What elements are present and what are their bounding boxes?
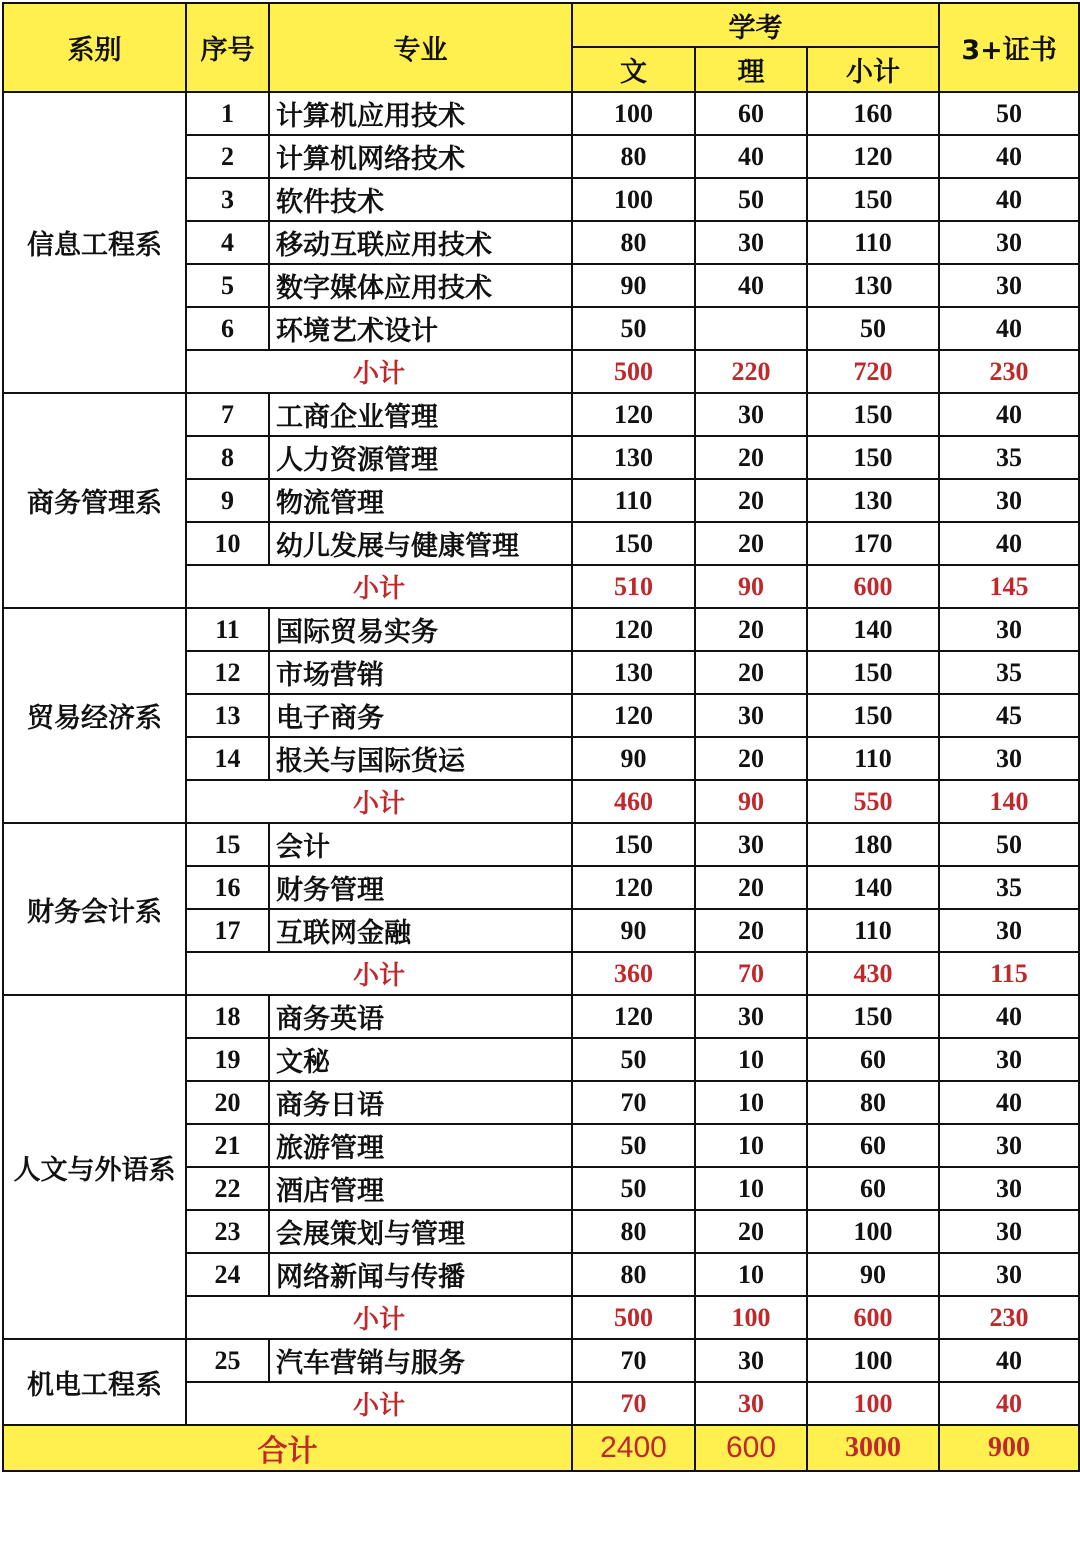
row-subtotal: 150 — [807, 393, 939, 436]
row-seq: 8 — [186, 436, 269, 479]
row-wen: 120 — [572, 608, 695, 651]
row-seq: 1 — [186, 92, 269, 135]
row-seq: 9 — [186, 479, 269, 522]
row-major: 市场营销 — [269, 651, 572, 694]
row-subtotal: 150 — [807, 694, 939, 737]
row-cert: 30 — [939, 221, 1079, 264]
row-seq: 11 — [186, 608, 269, 651]
subtotal-sub: 550 — [807, 780, 939, 823]
grand-total-label: 合计 — [3, 1425, 572, 1471]
row-li: 30 — [695, 1339, 807, 1382]
row-wen: 80 — [572, 1210, 695, 1253]
row-major: 人力资源管理 — [269, 436, 572, 479]
row-wen: 50 — [572, 1124, 695, 1167]
row-subtotal: 140 — [807, 866, 939, 909]
row-wen: 100 — [572, 178, 695, 221]
row-seq: 13 — [186, 694, 269, 737]
row-major: 文秘 — [269, 1038, 572, 1081]
table-row — [3, 823, 1079, 866]
row-li: 20 — [695, 436, 807, 479]
enrollment-table-container — [2, 2, 1078, 1472]
subtotal-li: 90 — [695, 780, 807, 823]
row-cert: 30 — [939, 1210, 1079, 1253]
row-seq: 3 — [186, 178, 269, 221]
department-name: 信息工程系 — [3, 92, 186, 393]
subtotal-label: 小计 — [186, 1296, 572, 1339]
row-wen: 50 — [572, 1167, 695, 1210]
subtotal-li: 220 — [695, 350, 807, 393]
row-li: 20 — [695, 737, 807, 780]
subtotal-wen: 360 — [572, 952, 695, 995]
row-li: 10 — [695, 1167, 807, 1210]
row-wen: 50 — [572, 1038, 695, 1081]
row-cert: 50 — [939, 823, 1079, 866]
row-major: 工商企业管理 — [269, 393, 572, 436]
row-cert: 40 — [939, 135, 1079, 178]
grand-total-sub: 3000 — [807, 1425, 939, 1471]
row-seq: 4 — [186, 221, 269, 264]
row-li: 10 — [695, 1253, 807, 1296]
row-cert: 30 — [939, 737, 1079, 780]
header-cert: 3+证书 — [939, 3, 1079, 92]
row-wen: 150 — [572, 823, 695, 866]
row-wen: 50 — [572, 307, 695, 350]
subtotal-li: 100 — [695, 1296, 807, 1339]
row-major: 软件技术 — [269, 178, 572, 221]
row-seq: 24 — [186, 1253, 269, 1296]
row-subtotal: 150 — [807, 651, 939, 694]
row-subtotal: 160 — [807, 92, 939, 135]
subtotal-label: 小计 — [186, 780, 572, 823]
table-row — [3, 92, 1079, 135]
row-major: 会计 — [269, 823, 572, 866]
row-cert: 35 — [939, 866, 1079, 909]
department-name: 人文与外语系 — [3, 995, 186, 1339]
row-subtotal: 110 — [807, 737, 939, 780]
row-wen: 120 — [572, 995, 695, 1038]
row-major: 报关与国际货运 — [269, 737, 572, 780]
row-cert: 35 — [939, 651, 1079, 694]
row-cert: 40 — [939, 995, 1079, 1038]
subtotal-label: 小计 — [186, 1382, 572, 1425]
grand-total-li: 600 — [695, 1425, 807, 1471]
row-major: 会展策划与管理 — [269, 1210, 572, 1253]
row-li: 40 — [695, 135, 807, 178]
row-subtotal: 50 — [807, 307, 939, 350]
row-li: 30 — [695, 221, 807, 264]
row-li: 30 — [695, 995, 807, 1038]
row-major: 网络新闻与传播 — [269, 1253, 572, 1296]
row-subtotal: 150 — [807, 178, 939, 221]
row-wen: 110 — [572, 479, 695, 522]
row-cert: 30 — [939, 479, 1079, 522]
subtotal-wen: 70 — [572, 1382, 695, 1425]
subtotal-cert: 230 — [939, 350, 1079, 393]
row-wen: 130 — [572, 651, 695, 694]
table-row — [3, 995, 1079, 1038]
row-wen: 70 — [572, 1081, 695, 1124]
row-li: 10 — [695, 1081, 807, 1124]
row-cert: 30 — [939, 1124, 1079, 1167]
row-subtotal: 60 — [807, 1167, 939, 1210]
row-cert: 45 — [939, 694, 1079, 737]
row-wen: 100 — [572, 92, 695, 135]
row-major: 旅游管理 — [269, 1124, 572, 1167]
subtotal-sub: 600 — [807, 565, 939, 608]
row-subtotal: 100 — [807, 1210, 939, 1253]
row-major: 物流管理 — [269, 479, 572, 522]
row-wen: 70 — [572, 1339, 695, 1382]
row-subtotal: 60 — [807, 1038, 939, 1081]
row-cert: 50 — [939, 92, 1079, 135]
header-dept: 系别 — [3, 3, 186, 92]
subtotal-sub: 600 — [807, 1296, 939, 1339]
row-subtotal: 90 — [807, 1253, 939, 1296]
row-wen: 80 — [572, 135, 695, 178]
row-li: 20 — [695, 651, 807, 694]
row-li: 30 — [695, 393, 807, 436]
row-cert: 30 — [939, 608, 1079, 651]
row-subtotal: 180 — [807, 823, 939, 866]
row-seq: 20 — [186, 1081, 269, 1124]
row-seq: 22 — [186, 1167, 269, 1210]
table-row — [3, 608, 1079, 651]
row-wen: 120 — [572, 393, 695, 436]
row-seq: 19 — [186, 1038, 269, 1081]
row-subtotal: 150 — [807, 995, 939, 1038]
row-subtotal: 100 — [807, 1339, 939, 1382]
subtotal-label: 小计 — [186, 350, 572, 393]
header-major: 专业 — [269, 3, 572, 92]
row-cert: 30 — [939, 1038, 1079, 1081]
row-subtotal: 140 — [807, 608, 939, 651]
row-li: 20 — [695, 608, 807, 651]
row-cert: 40 — [939, 307, 1079, 350]
row-subtotal: 130 — [807, 264, 939, 307]
row-li: 20 — [695, 522, 807, 565]
row-major: 商务英语 — [269, 995, 572, 1038]
row-wen: 90 — [572, 737, 695, 780]
row-wen: 80 — [572, 1253, 695, 1296]
row-major: 移动互联应用技术 — [269, 221, 572, 264]
row-major: 环境艺术设计 — [269, 307, 572, 350]
row-li: 10 — [695, 1038, 807, 1081]
row-seq: 12 — [186, 651, 269, 694]
row-major: 汽车营销与服务 — [269, 1339, 572, 1382]
subtotal-label: 小计 — [186, 952, 572, 995]
row-cert: 30 — [939, 1253, 1079, 1296]
row-cert: 30 — [939, 1167, 1079, 1210]
row-seq: 14 — [186, 737, 269, 780]
row-wen: 90 — [572, 909, 695, 952]
row-cert: 40 — [939, 178, 1079, 221]
subtotal-wen: 460 — [572, 780, 695, 823]
subtotal-wen: 500 — [572, 1296, 695, 1339]
row-subtotal: 130 — [807, 479, 939, 522]
subtotal-li: 70 — [695, 952, 807, 995]
row-seq: 21 — [186, 1124, 269, 1167]
row-major: 商务日语 — [269, 1081, 572, 1124]
row-seq: 10 — [186, 522, 269, 565]
row-major: 电子商务 — [269, 694, 572, 737]
subtotal-cert: 140 — [939, 780, 1079, 823]
grand-total-wen: 2400 — [572, 1425, 695, 1471]
row-major: 计算机网络技术 — [269, 135, 572, 178]
row-seq: 7 — [186, 393, 269, 436]
row-seq: 17 — [186, 909, 269, 952]
header-row-1 — [3, 3, 1079, 47]
row-subtotal: 170 — [807, 522, 939, 565]
header-li: 理 — [695, 47, 807, 92]
row-li: 50 — [695, 178, 807, 221]
row-cert: 30 — [939, 909, 1079, 952]
row-subtotal: 150 — [807, 436, 939, 479]
grand-total-cert: 900 — [939, 1425, 1079, 1471]
row-seq: 5 — [186, 264, 269, 307]
header-seq: 序号 — [186, 3, 269, 92]
table-row — [3, 393, 1079, 436]
row-wen: 130 — [572, 436, 695, 479]
row-li: 60 — [695, 92, 807, 135]
row-cert: 35 — [939, 436, 1079, 479]
row-li: 20 — [695, 479, 807, 522]
row-li: 30 — [695, 823, 807, 866]
row-li: 20 — [695, 1210, 807, 1253]
row-seq: 2 — [186, 135, 269, 178]
row-wen: 120 — [572, 694, 695, 737]
row-major: 幼儿发展与健康管理 — [269, 522, 572, 565]
subtotal-cert: 115 — [939, 952, 1079, 995]
subtotal-li: 30 — [695, 1382, 807, 1425]
row-cert: 30 — [939, 264, 1079, 307]
row-subtotal: 110 — [807, 909, 939, 952]
row-li: 20 — [695, 866, 807, 909]
subtotal-li: 90 — [695, 565, 807, 608]
row-major: 计算机应用技术 — [269, 92, 572, 135]
row-seq: 16 — [186, 866, 269, 909]
row-subtotal: 60 — [807, 1124, 939, 1167]
row-cert: 40 — [939, 1339, 1079, 1382]
subtotal-label: 小计 — [186, 565, 572, 608]
row-subtotal: 120 — [807, 135, 939, 178]
row-major: 财务管理 — [269, 866, 572, 909]
header-subtotal: 小计 — [807, 47, 939, 92]
grand-total-row — [3, 1425, 1079, 1471]
row-cert: 40 — [939, 522, 1079, 565]
subtotal-sub: 430 — [807, 952, 939, 995]
row-seq: 15 — [186, 823, 269, 866]
row-major: 国际贸易实务 — [269, 608, 572, 651]
row-li — [695, 307, 807, 350]
row-wen: 90 — [572, 264, 695, 307]
subtotal-sub: 100 — [807, 1382, 939, 1425]
department-name: 财务会计系 — [3, 823, 186, 995]
subtotal-wen: 510 — [572, 565, 695, 608]
table-body — [3, 92, 1079, 1425]
row-major: 数字媒体应用技术 — [269, 264, 572, 307]
row-cert: 40 — [939, 393, 1079, 436]
enrollment-plan-table — [2, 2, 1080, 1472]
department-name: 商务管理系 — [3, 393, 186, 608]
row-li: 10 — [695, 1124, 807, 1167]
subtotal-cert: 230 — [939, 1296, 1079, 1339]
header-exam-group: 学考 — [572, 3, 939, 47]
header-wen: 文 — [572, 47, 695, 92]
subtotal-cert: 145 — [939, 565, 1079, 608]
row-wen: 80 — [572, 221, 695, 264]
row-seq: 23 — [186, 1210, 269, 1253]
row-major: 酒店管理 — [269, 1167, 572, 1210]
row-major: 互联网金融 — [269, 909, 572, 952]
row-subtotal: 110 — [807, 221, 939, 264]
row-wen: 120 — [572, 866, 695, 909]
row-li: 40 — [695, 264, 807, 307]
row-wen: 150 — [572, 522, 695, 565]
subtotal-wen: 500 — [572, 350, 695, 393]
department-name: 贸易经济系 — [3, 608, 186, 823]
row-li: 20 — [695, 909, 807, 952]
row-seq: 25 — [186, 1339, 269, 1382]
subtotal-sub: 720 — [807, 350, 939, 393]
row-seq: 6 — [186, 307, 269, 350]
row-subtotal: 80 — [807, 1081, 939, 1124]
table-row — [3, 1339, 1079, 1382]
department-name: 机电工程系 — [3, 1339, 186, 1425]
row-cert: 40 — [939, 1081, 1079, 1124]
row-seq: 18 — [186, 995, 269, 1038]
subtotal-cert: 40 — [939, 1382, 1079, 1425]
row-li: 30 — [695, 694, 807, 737]
